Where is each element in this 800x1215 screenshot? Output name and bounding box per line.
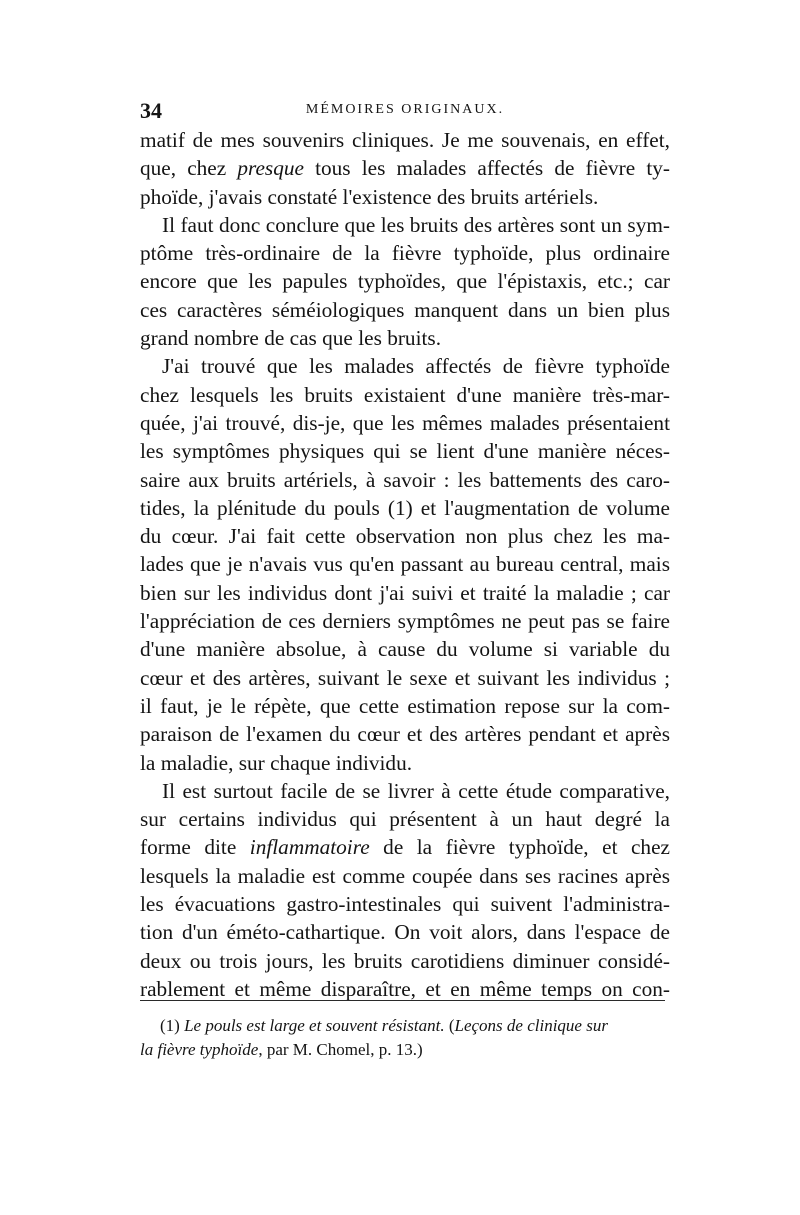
text-line: matif de mes souvenirs cliniques. Je me souvenais, en effet, (140, 128, 670, 152)
text-line: rablement et même disparaître, et en même temps on con- (140, 976, 670, 1001)
text-line: paraison de l'examen du cœur et des artères pendant et après (140, 722, 670, 747)
text-line: deux ou trois jours, les bruits carotidiens diminuer considé- (140, 948, 670, 973)
text-line: du cœur. J'ai fait cette observation non plus chez les ma- (140, 524, 670, 549)
text-line: saire aux bruits artériels, à savoir : les battements des caro- (140, 467, 670, 492)
text-line: ptôme très-ordinaire de la fièvre typhoïde, plus ordinaire (140, 241, 670, 266)
text-line: forme dite inflammatoire de la fièvre typhoïde, et chez (140, 835, 670, 860)
text-line: que, chez presque tous les malades affectés de fièvre ty- (140, 156, 670, 181)
text-line: J'ai trouvé que les malades affectés de fièvre typhoïde (162, 354, 670, 379)
text-line: tion d'un éméto-cathartique. On voit alors, dans l'espace de (140, 920, 670, 945)
running-head (140, 98, 670, 124)
footnotes (140, 1014, 670, 1062)
footnote-line: la fièvre typhoïde, par M. Chomel, p. 13.) (140, 1040, 423, 1059)
text-line: les évacuations gastro-intestinales qui suivent l'administra- (140, 892, 670, 917)
text-line: phoïde, j'avais constaté l'existence des bruits artériels. (140, 184, 599, 209)
text-line: chez lesquels les bruits existaient d'une manière très-mar- (140, 382, 670, 407)
text-line: Il est surtout facile de se livrer à cette étude comparative, (162, 778, 670, 803)
text-line: bien sur les individus dont j'ai suivi et traité la maladie ; car (140, 580, 670, 605)
footnote-divider (140, 1000, 665, 1001)
footnote-line: (1) Le pouls est large et souvent résistant. (Leçons de clinique sur (160, 1016, 608, 1035)
text-line: Il faut donc conclure que les bruits des artères sont un sym- (162, 212, 670, 237)
page-number: 34 (140, 98, 162, 123)
text-line: grand nombre de cas que les bruits. (140, 326, 442, 351)
text-line: encore que les papules typhoïdes, que l'épistaxis, etc.; car (140, 269, 670, 294)
text-line: quée, j'ai trouvé, dis-je, que les mêmes malades présentaient (140, 410, 670, 435)
text-line: il faut, je le répète, que cette estimation repose sur la com- (140, 693, 670, 718)
text-line: l'appréciation de ces derniers symptômes ne peut pas se faire (140, 609, 670, 634)
text-line: sur certains individus qui présentent à un haut degré la (140, 807, 670, 832)
text-line: les symptômes physiques qui se lient d'une manière néces- (140, 439, 670, 464)
text-line: cœur et des artères, suivant le sexe et suivant les individus ; (140, 665, 670, 690)
text-line: tides, la plénitude du pouls (1) et l'augmentation de volume (140, 495, 670, 520)
running-title: MÉMOIRES ORIGINAUX. (305, 102, 505, 117)
body-text (140, 126, 670, 1003)
text-line: lesquels la maladie est comme coupée dans ses racines après (140, 863, 670, 888)
text-line: ces caractères séméiologiques manquent dans un bien plus (140, 297, 670, 322)
text-line: lades que je n'avais vus qu'en passant au bureau central, mais (140, 552, 670, 577)
text-line: d'une manière absolue, à cause du volume si variable du (140, 637, 670, 662)
text-line: la maladie, sur chaque individu. (140, 750, 413, 775)
